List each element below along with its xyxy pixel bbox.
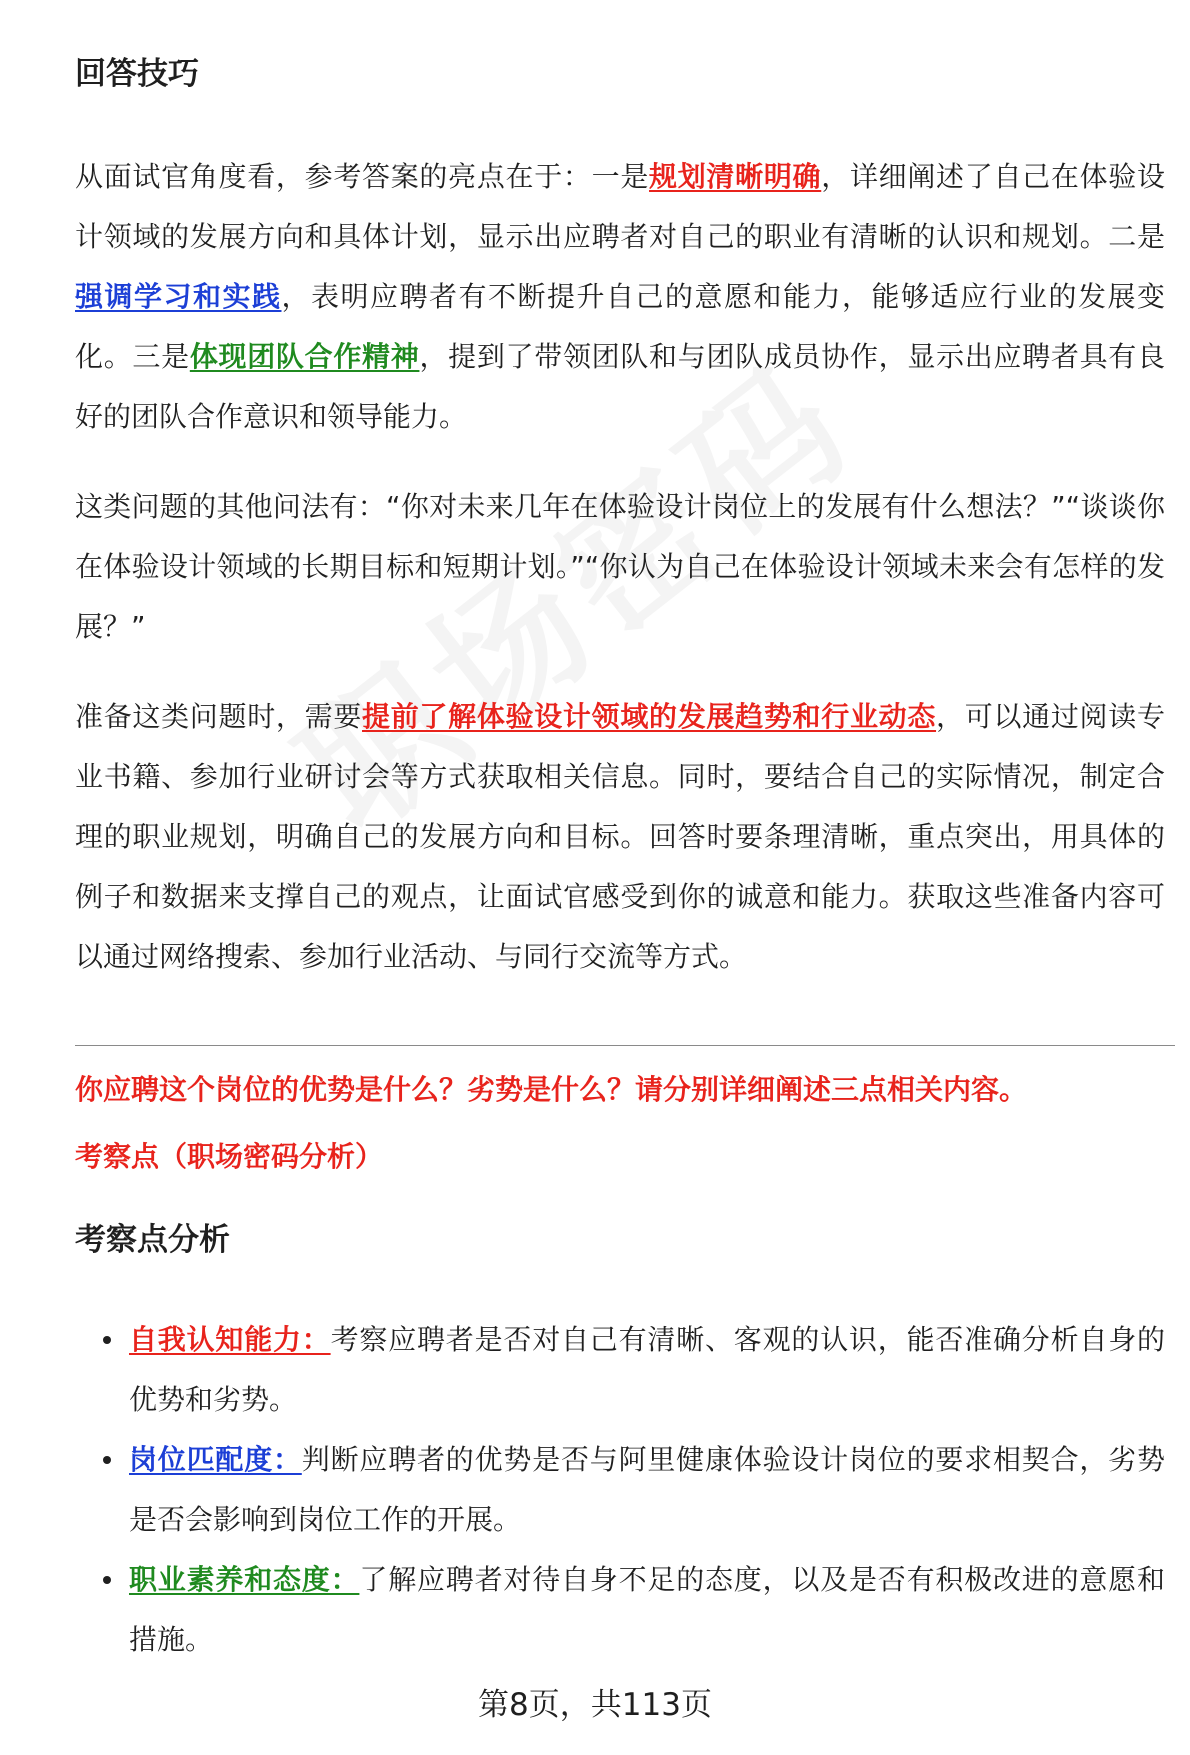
bullet-icon: [103, 1576, 111, 1584]
text-span: ，详细阐述了自己在体验设计领域的发展方向和具体计划，显示出应聘者对自己的职业有清晰的认识和规划。二是: [75, 160, 1165, 253]
list-item-text: 了解应聘者对待自身不足的态度，以及是否有积极改进的意愿和措施。: [129, 1563, 1165, 1656]
list-item-text: 考察应聘者是否对自己有清晰、客观的认识，能否准确分析自身的优势和劣势。: [129, 1323, 1165, 1416]
page-number: 第8页，共113页: [478, 1687, 712, 1723]
list-item: [129, 1430, 1165, 1550]
text-span: 从面试官角度看，参考答案的亮点在于：一是: [75, 160, 650, 193]
text-span: 准备这类问题时，需要: [75, 700, 363, 733]
highlight-industry-trends: 提前了解体验设计领域的发展趋势和行业动态: [362, 700, 937, 733]
list-item: [129, 1310, 1165, 1430]
paragraph-highlights: [75, 147, 1165, 447]
list-item: [129, 1550, 1165, 1670]
text-span: ，可以通过阅读专业书籍、参加行业研讨会等方式获取相关信息。同时，要结合自己的实际情况，制定合理的职业规划，明确自己的发展方向和目标。回答时要条理清晰，重点突出，用具体的例子和数据来支撑自己的观点，让面试官感受到你的诚意和能力。获取这些准备内容可以通过网络搜索、参加行业活动、与同行交流等方式。: [75, 700, 1165, 973]
text-span: ，提到了带领团队和与团队成员协作，显示出应聘者具有良好的团队合作意识和领导能力。: [75, 340, 1165, 433]
paragraph-preparation: [75, 687, 1165, 987]
text-span: ，表明应聘者有不断提升自己的意愿和能力，能够适应行业的发展变化。三是: [75, 280, 1165, 373]
question-subtitle: 考察点（职场密码分析）: [75, 1140, 384, 1173]
list-item-label: 自我认知能力：: [129, 1323, 331, 1356]
list-item-text: 判断应聘者的优势是否与阿里健康体验设计岗位的要求相契合，劣势是否会影响到岗位工作的开展。: [129, 1443, 1165, 1536]
section-heading-analysis: 考察点分析: [75, 1222, 230, 1258]
highlight-teamwork: 体现团队合作精神: [189, 340, 420, 373]
highlight-learning-practice: 强调学习和实践: [75, 280, 282, 313]
bullet-icon: [103, 1336, 111, 1344]
highlight-plan-clear: 规划清晰明确: [649, 160, 822, 193]
section-heading-answer-tips: 回答技巧: [75, 56, 199, 92]
list-item-label: 职业素养和态度：: [129, 1563, 360, 1596]
section-divider: [75, 1045, 1175, 1046]
analysis-list: [75, 1310, 1165, 1670]
question-title: 你应聘这个岗位的优势是什么？劣势是什么？请分别详细阐述三点相关内容。: [75, 1073, 1028, 1106]
bullet-icon: [103, 1456, 111, 1464]
list-item-label: 岗位匹配度：: [129, 1443, 302, 1476]
paragraph-alternative-questions: 这类问题的其他问法有：“你对未来几年在体验设计岗位上的发展有什么想法？”“谈谈你在体验设计领域的长期目标和短期计划。”“你认为自己在体验设计领域未来会有怎样的发展？”: [75, 490, 1165, 643]
